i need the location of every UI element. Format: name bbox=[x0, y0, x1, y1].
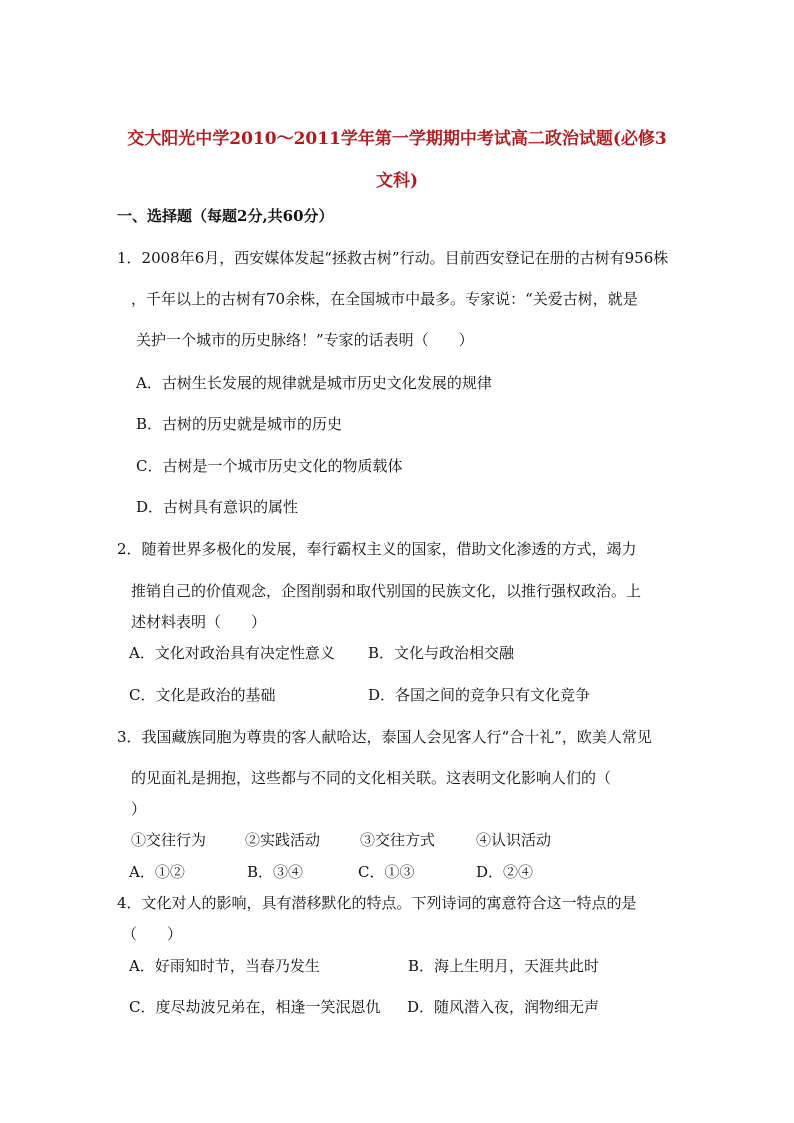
q2-option-c: C．文化是政治的基础 bbox=[129, 686, 276, 704]
q1-stem-line2: ，千年以上的古树有70余株，在全国城市中最多。专家说：“关爱古树，就是 bbox=[131, 290, 638, 308]
q3-option-c: C．①③ bbox=[358, 863, 415, 881]
q3-item-3: ③交往方式 bbox=[360, 831, 436, 849]
q2-stem-line2: 推销自己的价值观念，企图削弱和取代别国的民族文化，以推行强权政治。上 bbox=[131, 582, 642, 600]
q1-stem-line3: 关护一个城市的历史脉络！”专家的话表明（ ） bbox=[136, 331, 474, 349]
q3-option-b: B．③④ bbox=[247, 863, 304, 881]
q4-option-c: C．度尽劫波兄弟在，相逢一笑泯恩仇 bbox=[129, 998, 381, 1016]
q3-stem-line1: 3．我国藏族同胞为尊贵的客人献哈达，泰国人会见客人行“合十礼”，欧美人常见 bbox=[117, 728, 652, 746]
q1-option-b: B．古树的历史就是城市的历史 bbox=[136, 415, 343, 433]
exam-title-line2: 文科) bbox=[375, 171, 419, 191]
q2-option-d: D．各国之间的竞争只有文化竞争 bbox=[368, 686, 591, 704]
q4-stem-line2: （ ） bbox=[122, 925, 183, 943]
q1-option-a: A．古树生长发展的规律就是城市历史文化发展的规律 bbox=[136, 374, 492, 392]
q3-item-2: ②实践活动 bbox=[245, 831, 321, 849]
q1-stem-line1: 1．2008年6月，西安媒体发起“拯救古树”行动。目前西安登记在册的古树有956株 bbox=[117, 249, 669, 267]
q2-option-b: B．文化与政治相交融 bbox=[368, 644, 515, 662]
q4-option-a: A．好雨知时节，当春乃发生 bbox=[129, 957, 320, 975]
q4-option-d: D．随风潜入夜，润物细无声 bbox=[407, 998, 600, 1016]
exam-title-line1: 交大阳光中学2010～2011学年第一学期期中考试高二政治试题(必修3 bbox=[127, 129, 667, 149]
q4-option-b: B．海上生明月，天涯共此时 bbox=[408, 957, 600, 975]
q1-option-d: D．古树具有意识的属性 bbox=[136, 498, 299, 516]
q3-item-1: ①交往行为 bbox=[131, 831, 207, 849]
q3-item-4: ④认识活动 bbox=[476, 831, 552, 849]
q2-stem-line1: 2．随着世界多极化的发展，奉行霸权主义的国家，借助文化渗透的方式，竭力 bbox=[117, 540, 637, 558]
q3-option-d: D．②④ bbox=[476, 863, 534, 881]
section-header: 一、选择题（每题2分,共60分） bbox=[117, 207, 334, 225]
q2-option-a: A．文化对政治具有决定性意义 bbox=[129, 644, 335, 662]
q4-stem-line1: 4．文化对人的影响，具有潜移默化的特点。下列诗词的寓意符合这一特点的是 bbox=[117, 894, 637, 912]
q2-stem-line3: 述材料表明（ ） bbox=[131, 613, 267, 631]
q1-option-c: C．古树是一个城市历史文化的物质载体 bbox=[136, 457, 403, 475]
q3-stem-line2: 的见面礼是拥抱，这些都与不同的文化相关联。这表明文化影响人们的（ bbox=[131, 769, 612, 787]
q3-option-a: A．①② bbox=[129, 863, 185, 881]
q3-stem-line3: ） bbox=[131, 800, 147, 818]
